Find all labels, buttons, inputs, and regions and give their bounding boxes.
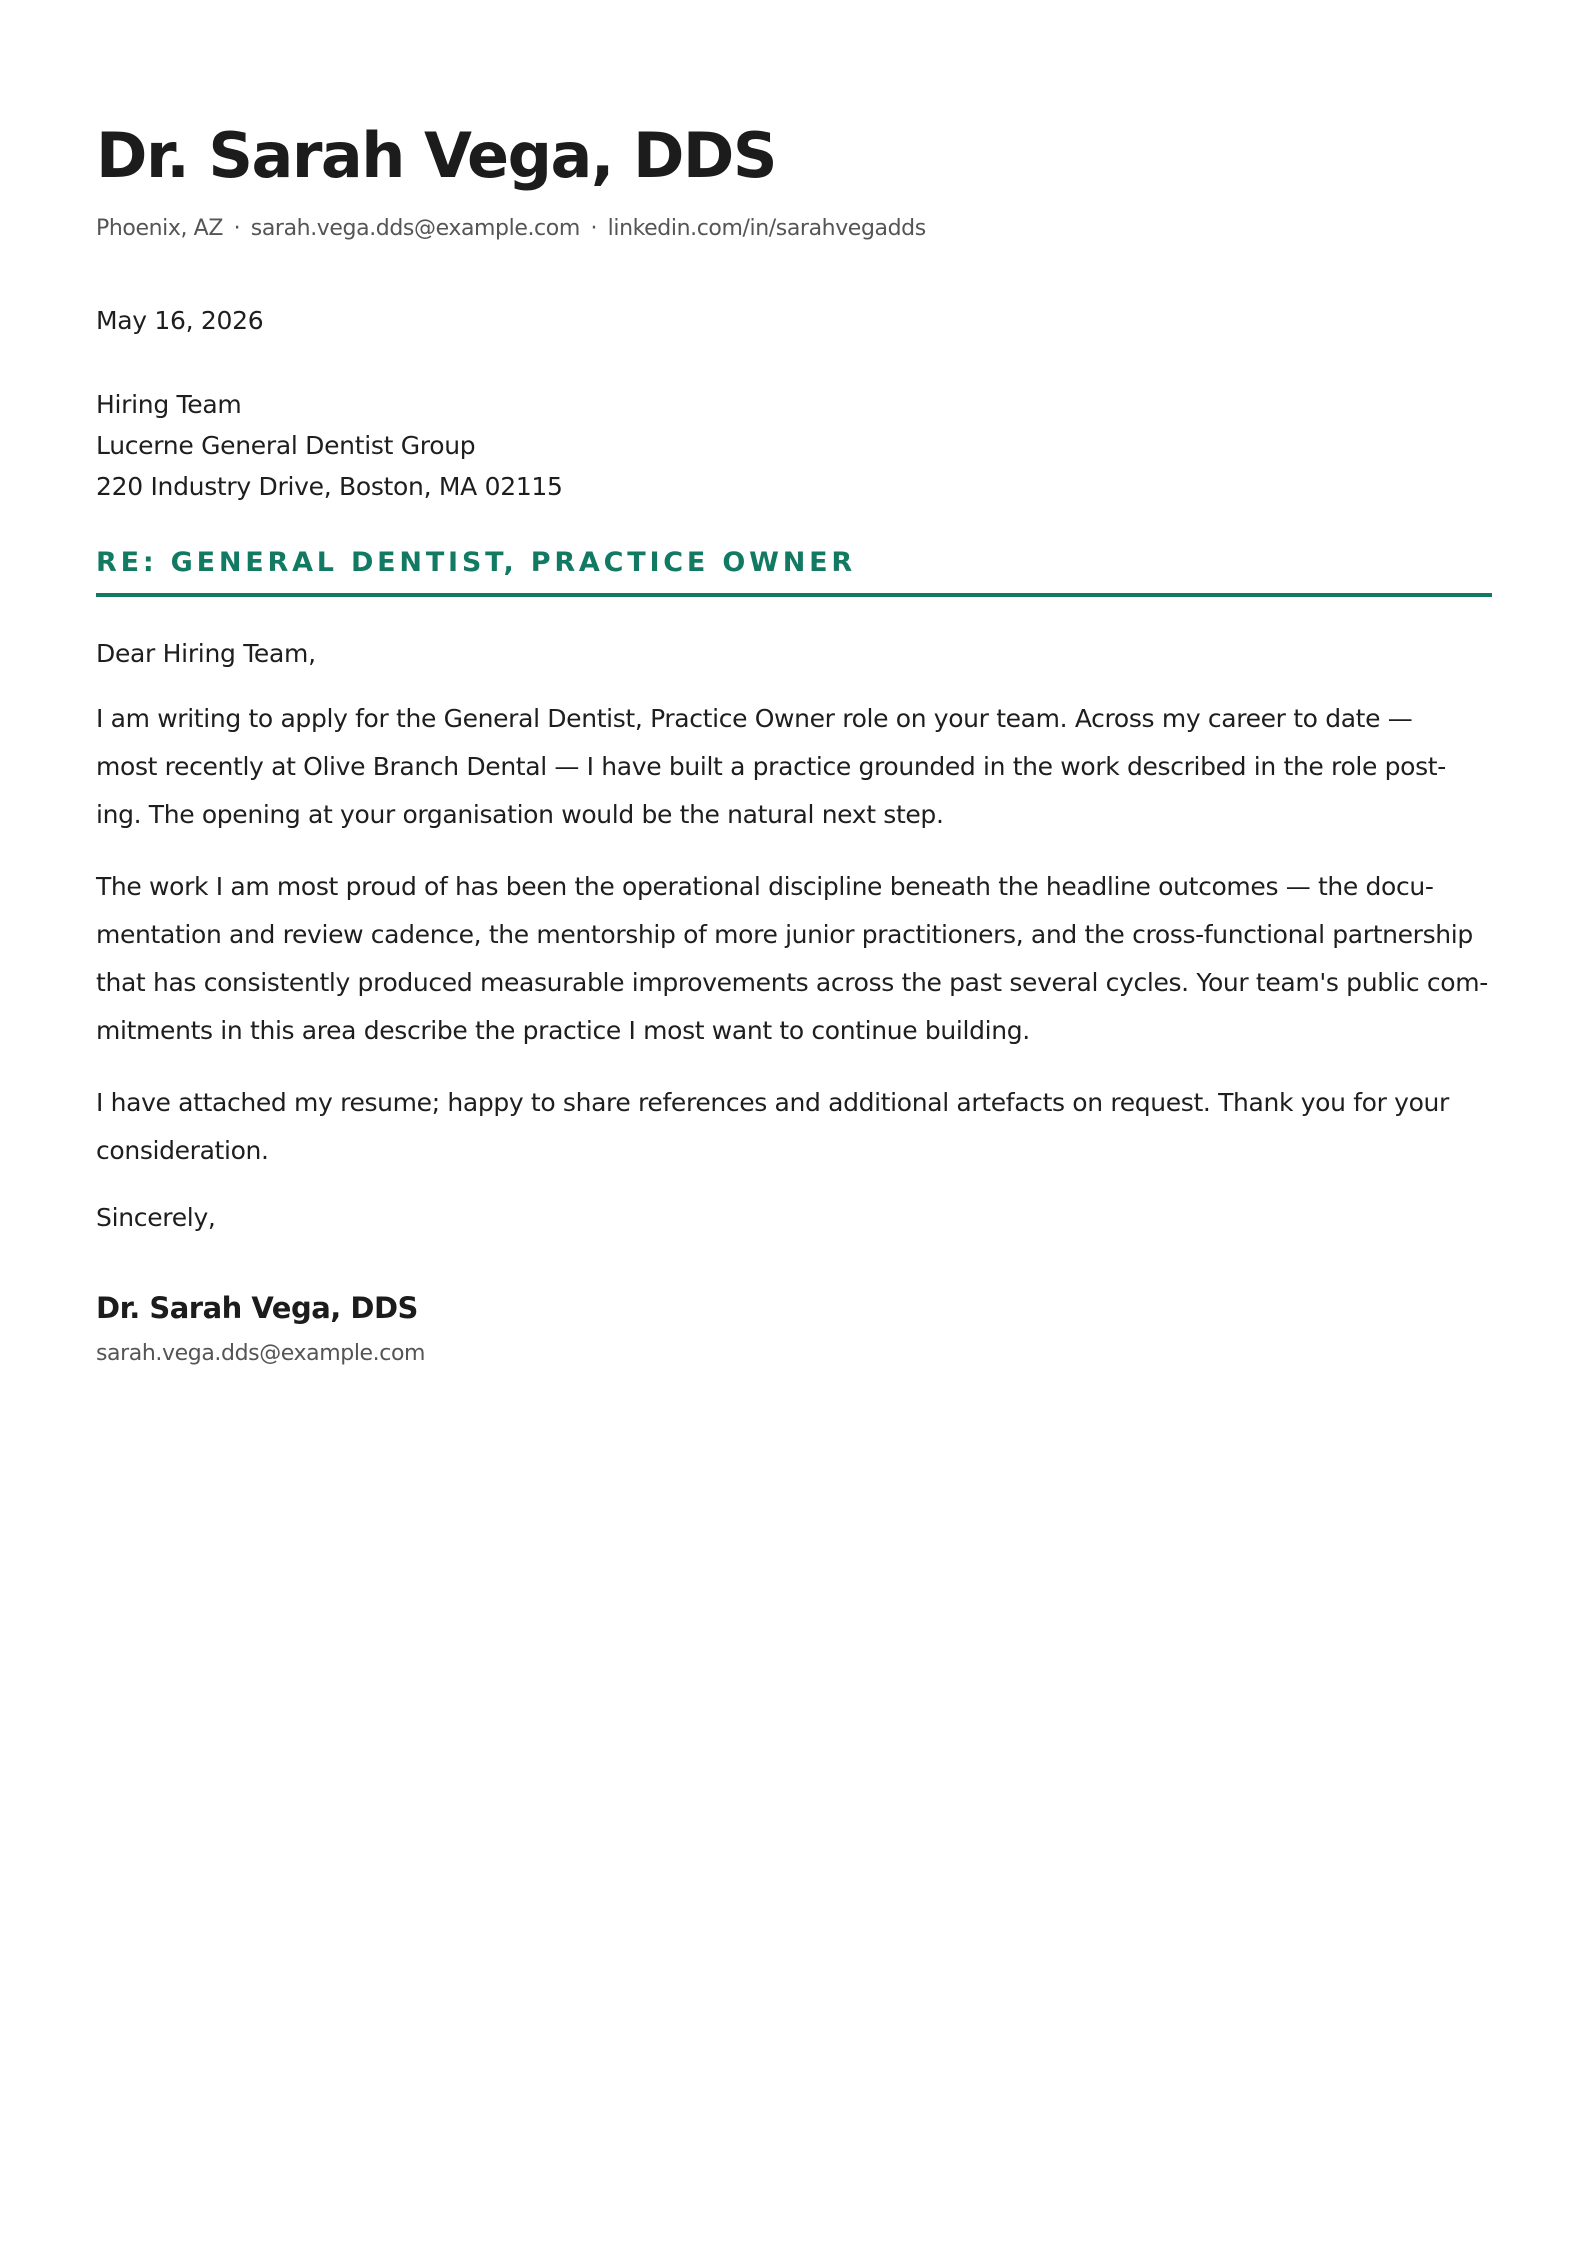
paragraph-line: I am writing to apply for the General Dentist, Practice Owner role on your team. Across my career to date — [96,704,1413,733]
subject-heading: RE: GENERAL DENTIST, PRACTICE OWNER [96,545,1492,597]
recipient-organization: Lucerne General Dentist Group [96,431,476,460]
signature-name: Dr. Sarah Vega, DDS [96,1291,418,1325]
paragraph-line: I have attached my resume; happy to share references and additional artefacts on request. Thank you for your [96,1088,1449,1117]
paragraph-line: mentation and review cadence, the mentorship of more junior practitioners, and the cross-functional partnership [96,920,1473,949]
paragraph-line: The work I am most proud of has been the operational discipline beneath the headline outcomes — the docu- [96,872,1434,901]
letter-date: May 16, 2026 [96,306,264,335]
contact-separator: · [233,216,241,241]
contact-linkedin: linkedin.com/in/sarahvegadds [607,216,926,241]
salutation: Dear Hiring Team, [96,639,316,668]
recipient-name: Hiring Team [96,390,242,419]
contact-separator: · [590,216,598,241]
contact-line [96,214,1492,244]
recipient-block [96,384,1492,507]
contact-email: sarah.vega.dds@example.com [250,216,580,241]
paragraph-line: ing. The opening at your organisation would be the natural next step. [96,800,944,829]
body-paragraph-3 [96,1079,1492,1175]
body-paragraph-2 [96,863,1492,1055]
applicant-name: Dr. Sarah Vega, DDS [96,119,777,192]
contact-location: Phoenix, AZ [96,216,223,241]
signature-email: sarah.vega.dds@example.com [96,1341,426,1366]
body-paragraph-1 [96,695,1492,839]
paragraph-line: that has consistently produced measurable improvements across the past several cycles. Your team's public com- [96,968,1488,997]
paragraph-line: mitments in this area describe the practice I most want to continue building. [96,1016,1030,1045]
recipient-address: 220 Industry Drive, Boston, MA 02115 [96,472,563,501]
paragraph-line: consideration. [96,1136,269,1165]
closing: Sincerely, [96,1203,216,1232]
paragraph-line: most recently at Olive Branch Dental — I have built a practice grounded in the work described in the role post- [96,752,1446,781]
